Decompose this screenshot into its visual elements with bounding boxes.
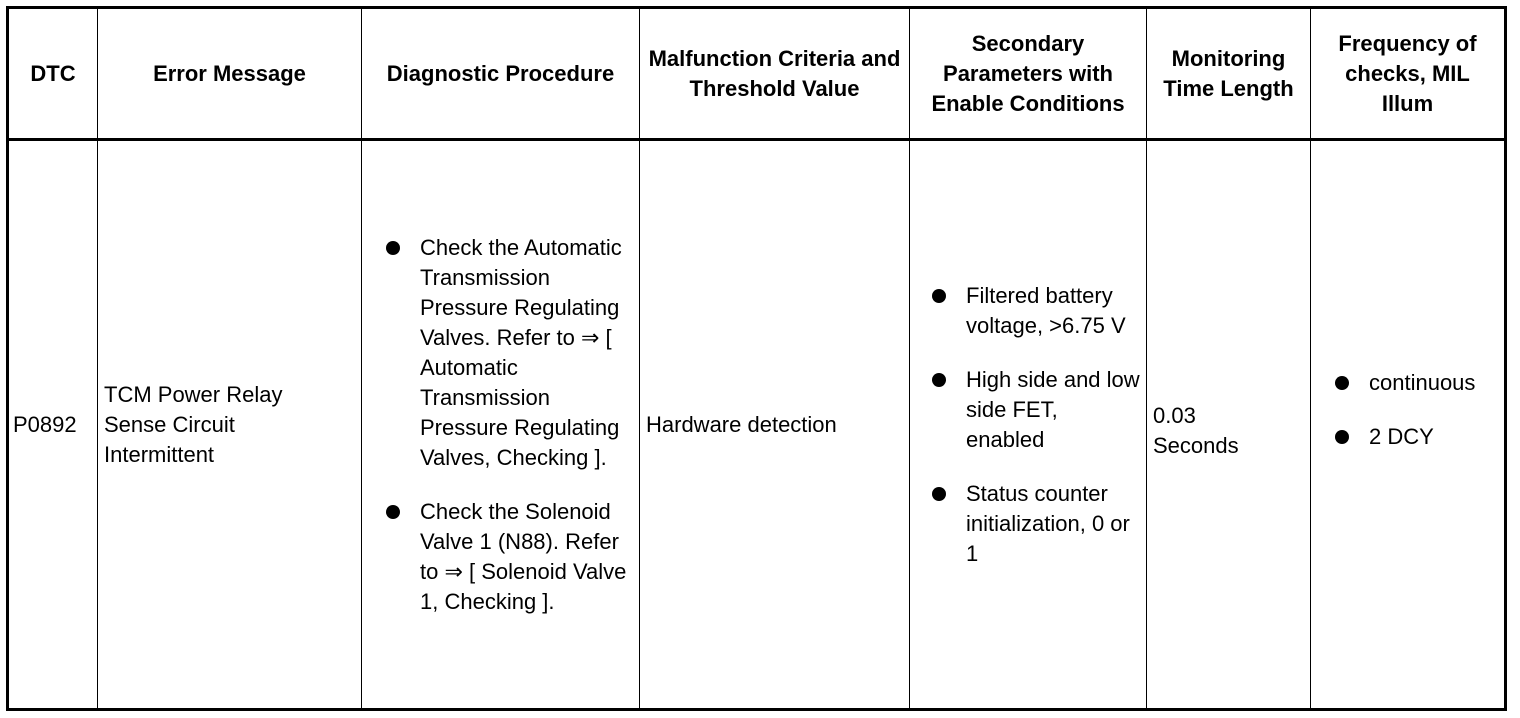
list-item: 2 DCY	[1335, 422, 1475, 452]
parameters-list	[932, 281, 1142, 569]
header-secondary-parameters: Secondary Parameters with Enable Conditions	[931, 30, 1125, 116]
bullet-icon	[386, 505, 400, 519]
procedure-list	[386, 233, 635, 617]
list-item: Check the Automatic Transmission Pressure Regulating Valves. Refer to ⇒ [ Automatic Transmission Pressure Regulating Valves, Checking ].	[386, 233, 635, 473]
cell-monitoring-time: 0.03 Seconds	[1153, 402, 1239, 458]
header-monitoring-time: Monitoring Time Length	[1163, 45, 1294, 101]
bullet-icon	[932, 373, 946, 387]
list-item: continuous	[1335, 368, 1475, 398]
header-diagnostic-procedure: Diagnostic Procedure	[386, 60, 615, 86]
bullet-icon	[1335, 376, 1349, 390]
cell-frequency	[1311, 141, 1504, 708]
cell-error-message: TCM Power Relay Sense Circuit Intermittent	[104, 381, 283, 467]
bullet-icon	[386, 241, 400, 255]
list-item: Check the Solenoid Valve 1 (N88). Refer to ⇒ [ Solenoid Valve 1, Checking ].	[386, 497, 635, 617]
header-dtc: DTC	[30, 60, 76, 86]
cell-dtc: P0892	[13, 411, 77, 437]
list-item: Status counter initialization, 0 or 1	[932, 479, 1142, 569]
list-item: High side and low side FET, enabled	[932, 365, 1142, 455]
bullet-icon	[1335, 430, 1349, 444]
cell-malfunction-criteria: Hardware detection	[646, 411, 837, 437]
header-frequency: Frequency of checks, MIL Illum	[1338, 30, 1477, 116]
cell-secondary-parameters	[910, 141, 1146, 708]
bullet-icon	[932, 487, 946, 501]
header-error-message: Error Message	[153, 60, 306, 86]
cell-diagnostic-procedure	[362, 141, 639, 708]
frequency-list	[1335, 368, 1475, 452]
bullet-icon	[932, 289, 946, 303]
list-item: Filtered battery voltage, >6.75 V	[932, 281, 1142, 341]
dtc-table	[6, 6, 1507, 711]
header-malfunction-criteria: Malfunction Criteria and Threshold Value	[648, 45, 901, 101]
